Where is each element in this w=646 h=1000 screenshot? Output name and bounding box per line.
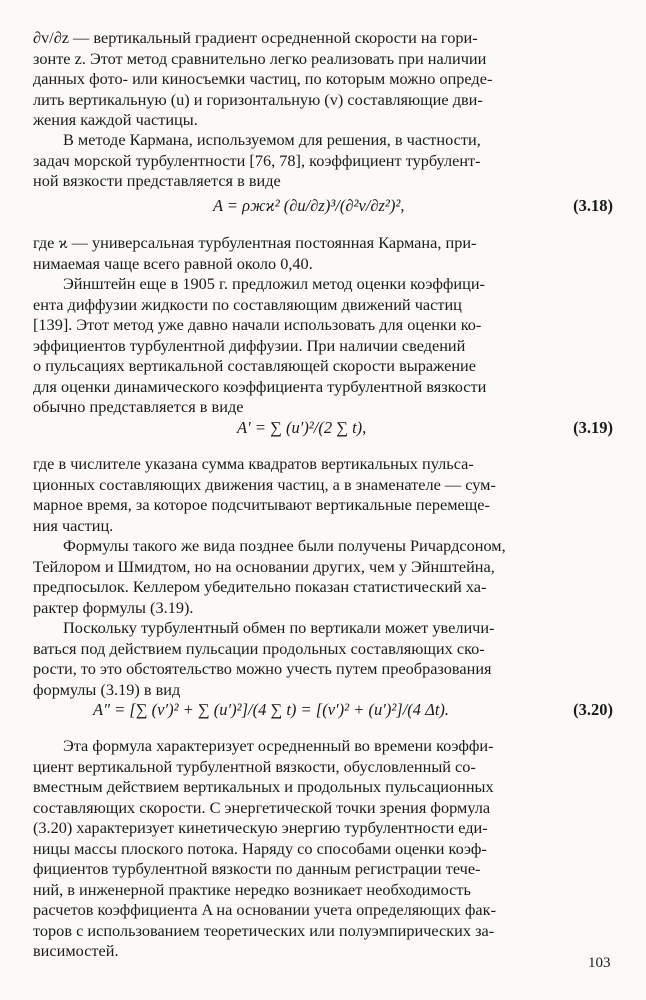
text-line: Эта формула характеризует осредненный во времени коэффи- (63, 736, 494, 755)
text-line: предпосылок. Келлером убедительно показан статистический ха- (33, 577, 487, 596)
formula-expression: A′ = ∑ (u′)²/(2 ∑ t), (237, 418, 367, 437)
text-line: торов с использованием теоретических или полуэмпирических за- (33, 920, 495, 940)
text-line: рактер формулы (3.19). (33, 597, 194, 617)
text-line: жения каждой частицы. (33, 110, 198, 129)
text-line: ния частиц. (33, 515, 114, 535)
text-line: Эйнштейн еще в 1905 г. предложил метод оценки коэффици- (63, 274, 485, 293)
text-line: циент вертикальной турбулентной вязкости, обусловленный со- (33, 756, 476, 776)
paragraph-7 (33, 618, 613, 700)
paragraph-5 (33, 454, 613, 536)
text-line: ента диффузии жидкости по составляющим движений частиц (33, 294, 462, 314)
text-line: ницы массы плоского потока. Наряду со способами оценки коэф- (33, 838, 487, 858)
text-line: висимостей. (33, 941, 119, 960)
text-line: лить вертикальную (u) и горизонтальную (v) составляющие дви- (33, 89, 483, 109)
equation-number: (3.19) (573, 418, 613, 437)
equation-number: (3.20) (573, 700, 613, 719)
page-number: 103 (588, 955, 611, 971)
formula-3-20 (33, 700, 613, 730)
paragraph-6 (33, 536, 613, 618)
paragraph-2 (33, 130, 613, 192)
text-line: расчетов коэффициента A на основании учета определяющих фак- (33, 900, 496, 919)
text-line: где ϰ — универсальная турбулентная постоянная Кармана, при- (33, 233, 477, 252)
text-line: где в числителе указана сумма квадратов вертикальных пульса- (33, 454, 474, 473)
text-line: формулы (3.19) в вид (33, 679, 181, 699)
text-line: ний, в инженерной практике нередко возникает необходимость (33, 879, 471, 899)
formula-3-18 (33, 196, 613, 226)
text-line: Формулы такого же вида позднее были получены Ричардсоном, (63, 536, 506, 555)
text-line: составляющих скорости. С энергетической точки зрения формула (33, 797, 491, 817)
text-line: о пульсациях вертикальной составляющей скорости выражение (33, 356, 476, 375)
text-line: нимаемая чаще всего равной около 0,40. (33, 253, 313, 273)
text-line: эффициентов турбулентной диффузии. При наличии сведений (33, 335, 466, 355)
text-line: данных фото- или киносъемки частиц, по которым можно опреде- (33, 69, 493, 88)
paragraph-3 (33, 233, 613, 274)
text-line: [139]. Этот метод уже давно начали использовать для оценки ко- (33, 315, 482, 334)
text-line: (3.20) характеризует кинетическую энергию турбулентности еди- (33, 818, 488, 837)
text-line: ∂v/∂z — вертикальный градиент осредненной скорости на гори- (33, 28, 478, 47)
text-line: ной вязкости представляется в виде (33, 171, 281, 190)
text-line: В методе Кармана, используемом для решения, в частности, (63, 130, 481, 149)
formula-expression: A = ρжϰ² (∂u/∂z)³/(∂²v/∂z²)², (213, 196, 405, 215)
text-line: ционных составляющих движения частиц, а в знаменателе — сум- (33, 474, 496, 494)
text-line: Поскольку турбулентный обмен по вертикали может увеличи- (63, 618, 495, 637)
text-line: задач морской турбулентности [76, 78], коэффициент турбулент- (33, 150, 481, 170)
text-line: фициентов турбулентной вязкости по данным регистрации тече- (33, 859, 481, 878)
formula-expression: A″ = [∑ (v′)² + ∑ (u′)²]/(4 ∑ t) = [(v′)² + (u′)²]/(4 Δt). (93, 700, 450, 719)
text-line: ваться под действием пульсации продольных составляющих ско- (33, 638, 485, 658)
text-line: вместным действием вертикальных и продольных пульсационных (33, 777, 494, 796)
paragraph-8 (33, 736, 613, 962)
equation-number: (3.18) (573, 196, 613, 215)
text-line: рости, то это обстоятельство можно учесть путем преобразования (33, 659, 492, 678)
paragraph-4 (33, 274, 613, 418)
text-line: Тейлором и Шмидтом, но на основании других, чем у Эйнштейна, (33, 556, 495, 576)
text-line: зонте z. Этот метод сравнительно легко реализовать при наличии (33, 48, 487, 68)
text-line: обычно представляется в виде (33, 397, 244, 416)
text-line: марное время, за которое подсчитывают вертикальные перемеще- (33, 495, 490, 514)
text-line: для оценки динамического коэффициента турбулентной вязкости (33, 376, 487, 396)
paragraph-1 (33, 28, 613, 131)
formula-3-19 (33, 418, 613, 448)
